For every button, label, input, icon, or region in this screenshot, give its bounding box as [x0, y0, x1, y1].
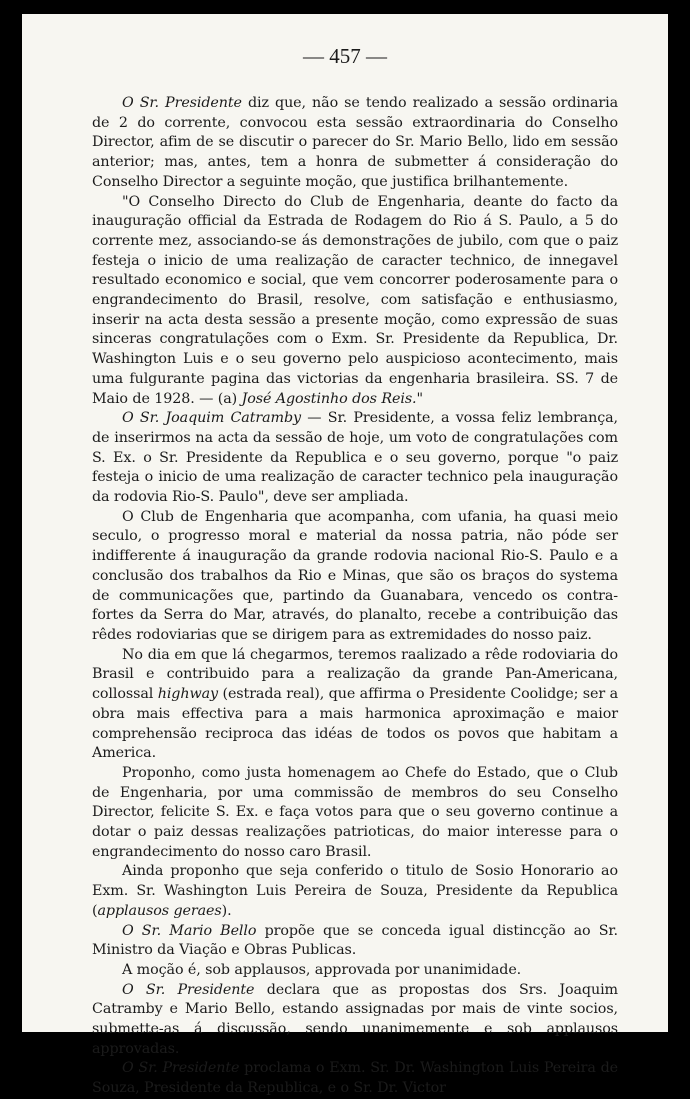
text-run: propõe que se conceda igual distincção ao Sr. Ministro da Viação e Obras Publicas.: [92, 922, 618, 959]
paragraph-p10: [92, 981, 618, 1060]
paragraph-p6: [92, 764, 618, 863]
italic-text: highway: [157, 686, 218, 703]
text-run: Proponho, como justa homenagem ao Chefe do Estado, que o Club de Engenharia, por uma commissão de membros do seu Conselho Director, felicite S. Ex. e faça votos para que o seu governo continue a dotar o paiz dessas realizações patrioticas, do maior interesse para o engrandecimento do nosso caro Brasil.: [92, 764, 618, 860]
paragraph-p5: [92, 646, 618, 764]
text-run: (estrada real), que affirma o Presidente Coolidge; ser a obra mais effectiva para a mais harmonica aproximação e maior comprehensão reciproca das idéas de todos os povos que habitam a America.: [92, 686, 619, 762]
paragraph-p8: [92, 922, 618, 961]
paragraph-p4: [92, 508, 618, 646]
text-run: No dia em que lá chegarmos, teremos raalizado a rêde rodoviaria do Brasil e contribuido para a realização da grande Pan-Americana, collossal: [92, 646, 618, 703]
text-run: O Club de Engenharia que acompanha, com ufania, ha quasi meio seculo, o progresso moral e material da nossa patria, não póde ser indifferente á inauguração da grande rodovia nacional Rio-S. Paulo e a conclusão dos trabalhos da Rio e Minas, que são os braços do systema de communicações que, partindo da Guanabara, vencedo os contra-fortes da Serra do Mar, através, do planalto, recebe a contribuição das rêdes rodoviarias que se dirigem para as extremidades do nosso paiz.: [92, 508, 618, 643]
paragraph-p3: [92, 409, 618, 508]
italic-text: applausos geraes: [97, 902, 222, 919]
paragraph-p7: [92, 862, 618, 921]
text-run: declara que as propostas dos Srs. Joaquim Catramby e Mario Bello, estando assignadas por mais de vinte socios, submette-as á discussão, sendo unanimemente e sob applausos approvadas.: [92, 981, 619, 1057]
page-number: — 457 —: [303, 44, 387, 68]
italic-text: O Sr. Presidente: [122, 1060, 240, 1077]
text-run: Ainda proponho que seja conferido o titulo de Sosio Honorario ao Exm. Sr. Washington Luis Pereira de Souza, Presidente da Republica (: [92, 863, 618, 919]
text-run: diz que, não se tendo realizado a sessão ordinaria de 2 do corrente, convocou esta sessão extraordinaria do Conselho Director, afim de se discutir o parecer do Sr. Mario Bello, lido em sessão anterior; mas, antes, tem a honra de submetter á consideração do Conselho Director a seguinte moção, que justifica brilhantemente.: [92, 95, 619, 190]
italic-text: O Sr. Presidente: [122, 95, 242, 111]
paragraph-p9: [92, 961, 618, 981]
document-page: [22, 14, 668, 1097]
paragraph-p11: [92, 1059, 618, 1098]
italic-text: O Sr. Mario Bello: [122, 922, 257, 939]
italic-text: O Sr. Presidente: [122, 981, 255, 998]
paragraph-p2: [92, 193, 618, 410]
text-run: "O Conselho Directo do Club de Engenharia, deante do facto da inauguração official da Estrada de Rodagem do Rio á S. Paulo, a 5 do corrente mez, associando-se ás demonstrações de jubilo, com que o paiz festeja o inicio de uma realização de caracter technico, de innegavel resultado economico e social, que vem concorrer poderosamente para o engrandecimento do Brasil, resolve, com satisfação e enthusiasmo, inserir na acta desta sessão a presente moção, como expressão de suas sinceras congratulações com o Exm. Sr. Presidente da Republica, Dr. Washington Luis e o seu governo pelo auspicioso acontecimento, mais uma fulgurante pagina das victorias da engenharia brasileira. SS. 7 de Maio de 1928. — (a): [92, 193, 618, 407]
italic-text: José Agostinho dos Reis.": [241, 390, 423, 407]
body-text: [92, 94, 618, 1099]
text-run: ).: [221, 902, 232, 919]
paragraph-p1: [92, 94, 618, 193]
italic-text: O Sr. Joaquim Catramby: [122, 410, 302, 427]
text-run: — Sr. Presidente, a vossa feliz lembrança, de inserirmos na acta da sessão de hoje, um voto de congratulações com S. Ex. o Sr. Presidente da Republica e o seu governo, porque "o paiz festeja o inicio de uma realização de caracter technico pela inauguração da rodovia Rio-S. Paulo", deve ser ampliada.: [92, 410, 618, 506]
text-run: proclama o Exm. Sr. Dr. Washington Luis Pereira de Souza, Presidente da Republica, e o Sr. Dr. Victor: [92, 1060, 619, 1097]
text-run: A moção é, sob applausos, approvada por unanimidade.: [122, 961, 522, 978]
